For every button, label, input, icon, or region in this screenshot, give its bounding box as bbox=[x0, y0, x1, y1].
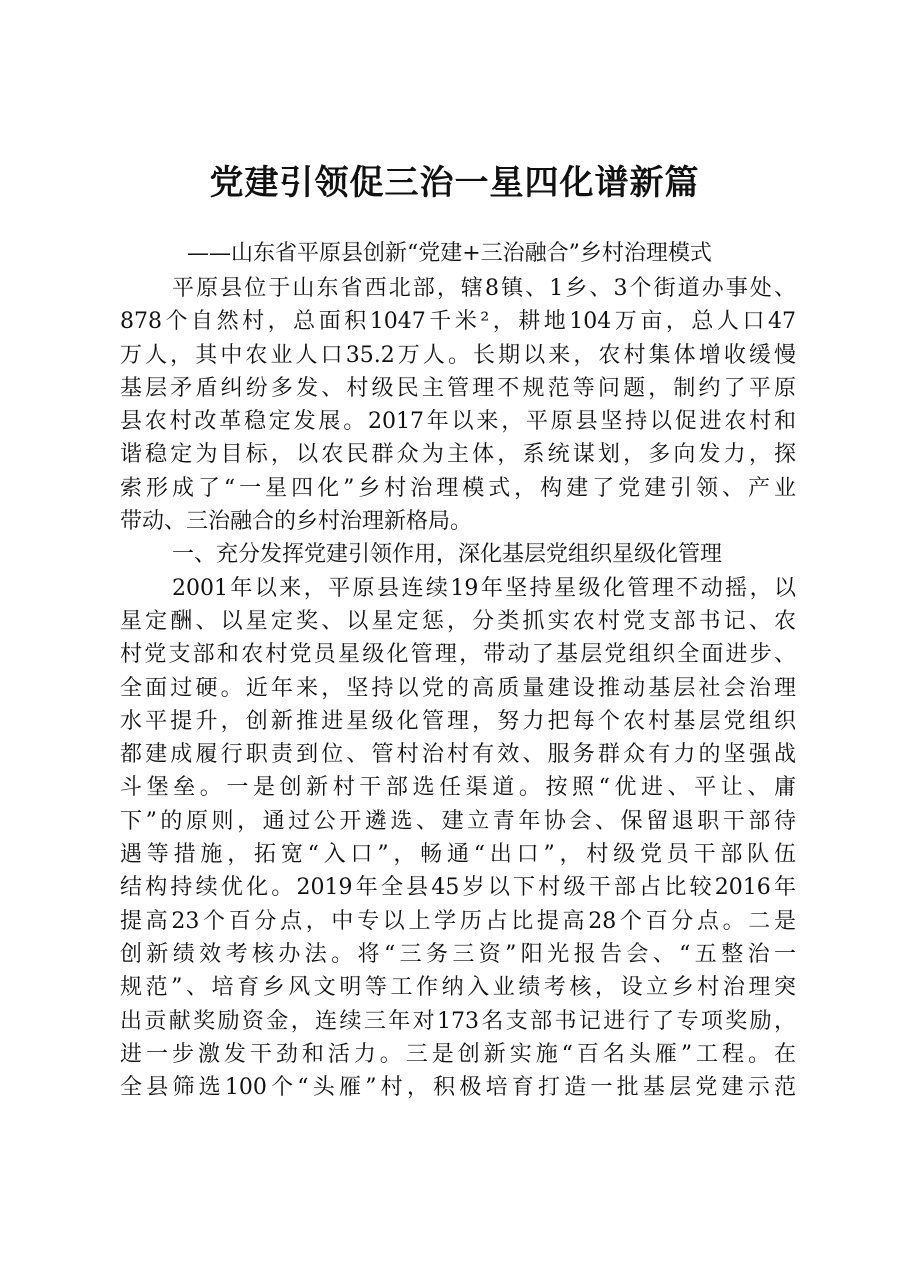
text-line: 878个自然村，总面积1047千米²，耕地104万亩，总人口47 bbox=[120, 309, 796, 335]
document-body bbox=[120, 272, 796, 1104]
text-line: 都建成履行职责到位、管村治村有效、服务群众有力的坚强战 bbox=[120, 742, 796, 768]
text-line: 进一步激发干劲和活力。三是创新实施“百名头雁”工程。在 bbox=[120, 1041, 796, 1067]
text-line: 带动、三治融合的乡村治理新格局。 bbox=[120, 509, 473, 535]
text-line: 全面过硬。近年来，坚持以党的高质量建设推动基层社会治理 bbox=[120, 675, 796, 701]
text-line: 2001年以来，平原县连续19年坚持星级化管理不动摇，以 bbox=[172, 575, 796, 601]
text-line: 规范”、培育乡风文明等工作纳入业绩考核，设立乡村治理突 bbox=[120, 975, 796, 1001]
text-line: 村党支部和农村党员星级化管理，带动了基层党组织全面进步、 bbox=[120, 642, 796, 668]
text-line: 万人，其中农业人口35.2万人。长期以来，农村集体增收缓慢 bbox=[120, 342, 796, 368]
text-line: 提高23个百分点，中专以上学历占比提高28个百分点。二是 bbox=[120, 908, 796, 934]
text-line: 索形成了“一星四化”乡村治理模式，构建了党建引领、产业 bbox=[120, 475, 796, 501]
text-line: 下”的原则，通过公开遴选、建立青年协会、保留退职干部待 bbox=[120, 808, 796, 834]
text-line: 创新绩效考核办法。将“三务三资”阳光报告会、“五整治一 bbox=[120, 941, 796, 967]
text-line: 平原县位于山东省西北部，辖8镇、1乡、3个街道办事处、 bbox=[172, 276, 796, 301]
text-line: 基层矛盾纠纷多发、村级民主管理不规范等问题，制约了平原 bbox=[120, 375, 796, 401]
text-line: 全县筛选100个“头雁”村，积极培育打造一批基层党建示范 bbox=[120, 1075, 796, 1101]
text-line: 遇等措施，拓宽“入口”，畅通“出口”，村级党员干部队伍 bbox=[120, 842, 796, 868]
text-line: 星定酬、以星定奖、以星定惩，分类抓实农村党支部书记、农 bbox=[120, 608, 796, 634]
text-line: 斗堡垒。一是创新村干部选任渠道。按照“优进、平让、庸 bbox=[120, 775, 796, 801]
text-line: 谐稳定为目标，以农民群众为主体，系统谋划，多向发力，探 bbox=[120, 442, 796, 468]
text-line: 结构持续优化。2019年全县45岁以下村级干部占比较2016年 bbox=[120, 875, 796, 901]
document-subtitle: ——山东省平原县创新“党建+三治融合”乡村治理模式 bbox=[187, 241, 712, 266]
text-line: 县农村改革稳定发展。2017年以来，平原县坚持以促进农村和 bbox=[120, 409, 796, 435]
document-title: 党建引领促三治一星四化谱新篇 bbox=[209, 163, 700, 203]
text-line: 一、充分发挥党建引领作用，深化基层党组织星级化管理 bbox=[172, 542, 723, 568]
text-line: 水平提升，创新推进星级化管理，努力把每个农村基层党组织 bbox=[120, 708, 796, 734]
text-line: 出贡献奖励资金，连续三年对173名支部书记进行了专项奖励， bbox=[120, 1008, 796, 1034]
